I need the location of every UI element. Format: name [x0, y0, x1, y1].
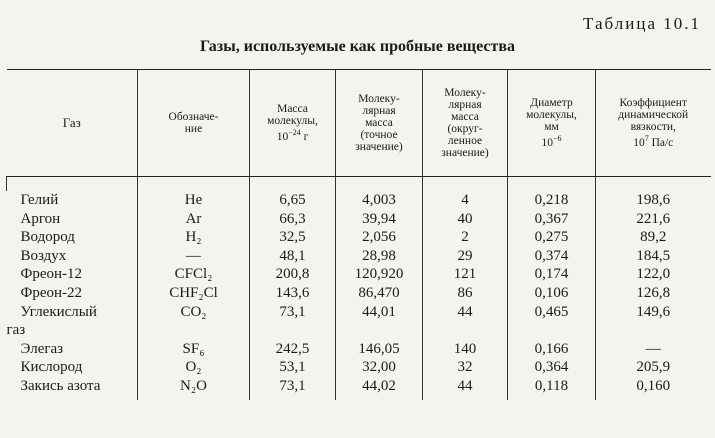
molar-mass-rounded: 2 — [423, 228, 508, 247]
molecule-mass: 53,1 — [250, 358, 336, 377]
table-row — [7, 247, 711, 266]
gas-symbol: He — [138, 191, 250, 210]
table-row — [7, 265, 711, 284]
table-row — [7, 284, 711, 303]
viscosity: 198,6 — [596, 191, 711, 210]
molecule-mass: 32,5 — [250, 228, 336, 247]
header-mass-line: молекулы, — [267, 115, 318, 128]
molecule-mass: 242,5 — [250, 340, 336, 359]
molar-mass-rounded: 40 — [423, 210, 508, 229]
header-mass-exp: −24 — [288, 128, 301, 138]
molecule-mass: 6,65 — [250, 191, 336, 210]
header-mol-exact — [336, 70, 423, 177]
table-row — [7, 191, 711, 210]
gas-name — [7, 303, 138, 340]
header-viscosity-exp: 7 — [644, 134, 649, 144]
molar-mass-exact: 28,98 — [336, 247, 423, 266]
molar-mass-exact: 2,056 — [336, 228, 423, 247]
table-number: Таблица 10.1 — [583, 14, 701, 33]
header-diameter — [508, 70, 596, 177]
molar-mass-exact: 39,94 — [336, 210, 423, 229]
molecule-diameter: 0,174 — [508, 265, 596, 284]
header-designation-line: Обозначе- — [168, 111, 219, 123]
spacer-cell — [336, 177, 423, 192]
header-mol-exact-line: (точное — [360, 129, 398, 141]
header-mol-rounded-line: ленное — [447, 135, 483, 147]
gas-name: Воздух — [20, 247, 67, 264]
header-mol-rounded — [423, 70, 508, 177]
table-row — [7, 210, 711, 229]
header-mol-rounded-line: масса — [451, 111, 479, 123]
gas-symbol: CFCl₂ — [138, 265, 250, 284]
header-diameter-unit — [510, 133, 593, 149]
gas-name: Гелий — [20, 192, 59, 208]
viscosity: 89,2 — [596, 228, 711, 247]
molar-mass-rounded: 44 — [423, 377, 508, 400]
molecule-mass: 48,1 — [250, 247, 336, 266]
molar-mass-exact: 44,02 — [336, 377, 423, 400]
gas-name-continuation: газ — [6, 322, 26, 339]
header-mol-rounded-line: Молеку- — [444, 87, 486, 99]
header-mol-rounded-line: (округ- — [447, 123, 483, 135]
header-gas: Газ — [7, 70, 138, 177]
molecule-diameter: 0,367 — [508, 210, 596, 229]
header-mol-exact-line: значение) — [355, 141, 403, 153]
molar-mass-rounded: 4 — [423, 191, 508, 210]
header-viscosity-base: 10 — [633, 136, 645, 149]
header-viscosity-line: Коэффициент — [619, 97, 687, 110]
header-diameter-line: мм — [544, 121, 559, 134]
molecule-diameter: 0,364 — [508, 358, 596, 377]
molecule-diameter: 0,218 — [508, 191, 596, 210]
header-row — [7, 70, 711, 177]
gas-name: Кислород — [20, 359, 83, 376]
header-mass-line: Масса — [277, 103, 308, 116]
header-mass-unit — [252, 127, 333, 143]
table-row — [7, 377, 711, 400]
viscosity: 149,6 — [596, 303, 711, 340]
molar-mass-exact: 120,920 — [336, 265, 423, 284]
gas-name: Фреон-12 — [20, 266, 83, 283]
molecule-diameter: 0,166 — [508, 340, 596, 359]
header-viscosity-pa: Па/с — [648, 136, 674, 149]
molar-mass-rounded: 29 — [423, 247, 508, 266]
molecule-mass: 200,8 — [250, 265, 336, 284]
header-mass — [250, 70, 336, 177]
gas-symbol: Ar — [138, 210, 250, 229]
header-diameter-exp: −6 — [552, 134, 562, 144]
molar-mass-rounded: 44 — [423, 303, 508, 340]
molar-mass-exact: 146,05 — [336, 340, 423, 359]
header-diameter-line: молекулы, — [526, 109, 577, 122]
molar-mass-rounded: 140 — [423, 340, 508, 359]
header-mass-base: 10 — [276, 130, 289, 143]
header-diameter-base: 10 — [541, 136, 553, 149]
gas-name: Водород — [20, 229, 75, 246]
header-designation — [138, 70, 250, 177]
header-mol-rounded-line: лярная — [448, 99, 482, 111]
molecule-diameter: 0,275 — [508, 228, 596, 247]
viscosity: 126,8 — [596, 284, 711, 303]
table-row — [7, 340, 711, 359]
spacer-cell — [7, 177, 138, 192]
molar-mass-exact: 86,470 — [336, 284, 423, 303]
gas-symbol: CO₂ — [138, 303, 250, 340]
spacer-cell — [596, 177, 711, 192]
molar-mass-exact: 44,01 — [336, 303, 423, 340]
molar-mass-rounded: 32 — [423, 358, 508, 377]
gas-symbol: H₂ — [138, 228, 250, 247]
viscosity: 184,5 — [596, 247, 711, 266]
table-row — [7, 303, 711, 340]
table-row — [7, 228, 711, 247]
gas-name-line: Углекислый — [20, 303, 97, 320]
header-viscosity-unit — [598, 133, 709, 149]
molecule-mass: 66,3 — [250, 210, 336, 229]
molecule-mass: 143,6 — [250, 284, 336, 303]
molar-mass-exact: 4,003 — [336, 191, 423, 210]
molecule-diameter: 0,106 — [508, 284, 596, 303]
gas-table — [6, 69, 711, 400]
viscosity: — — [596, 340, 711, 359]
header-viscosity-line: динамической — [618, 109, 689, 122]
header-mol-exact-line: лярная — [362, 105, 396, 117]
viscosity: 221,6 — [596, 210, 711, 229]
gas-name: Закись азота — [20, 377, 101, 394]
viscosity: 205,9 — [596, 358, 711, 377]
table-row — [7, 358, 711, 377]
viscosity: 0,160 — [596, 377, 711, 400]
molar-mass-rounded: 86 — [423, 284, 508, 303]
header-mol-exact-line: Молеку- — [358, 93, 400, 105]
gas-symbol: O₂ — [138, 358, 250, 377]
gas-symbol: N₂O — [138, 377, 250, 400]
spacer-cell — [423, 177, 508, 192]
spacer-cell — [250, 177, 336, 192]
gas-name: Элегаз — [20, 340, 64, 357]
header-diameter-line: Диаметр — [530, 97, 573, 110]
header-viscosity — [596, 70, 711, 177]
header-viscosity-line: вязкости, — [630, 121, 676, 134]
molecule-diameter: 0,118 — [508, 377, 596, 400]
header-mass-gram: г — [300, 130, 309, 143]
molecule-mass: 73,1 — [250, 303, 336, 340]
table-caption: Газы, используемые как пробные вещества — [200, 38, 515, 55]
header-designation-line: ние — [184, 123, 203, 135]
gas-name: Фреон-22 — [20, 284, 83, 301]
spacer-cell — [508, 177, 596, 192]
spacer-cell — [138, 177, 250, 192]
molecule-mass: 73,1 — [250, 377, 336, 400]
molecule-diameter: 0,465 — [508, 303, 596, 340]
header-mol-rounded-line: значение) — [441, 147, 489, 159]
gas-symbol: CHF₂Cl — [138, 284, 250, 303]
molar-mass-exact: 32,00 — [336, 358, 423, 377]
gas-symbol: — — [138, 247, 250, 266]
header-mol-exact-line: масса — [365, 117, 393, 129]
viscosity: 122,0 — [596, 265, 711, 284]
molecule-diameter: 0,374 — [508, 247, 596, 266]
gas-name: Аргон — [20, 210, 61, 227]
molar-mass-rounded: 121 — [423, 265, 508, 284]
gas-symbol: SF₆ — [138, 340, 250, 359]
